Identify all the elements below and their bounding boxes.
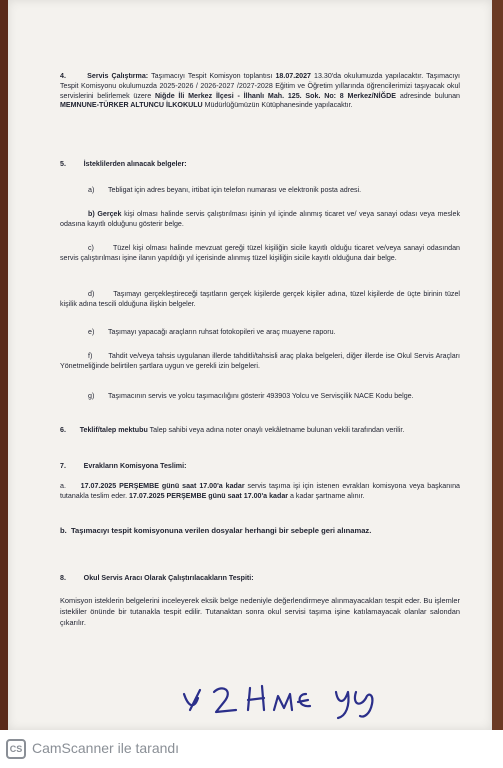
item-g-label: g) [88, 392, 95, 400]
item-a-label: a) [88, 186, 95, 194]
item-f-text: Tahdit ve/veya tahsis uygulanan illerde tahditli/tahsisli araç plaka belgeleri, diğer illerde ise Okul Servis Araçları Yönetmeliğinde belirtilen şartlara uygun ve gerekli izin belgeleri. [60, 352, 461, 370]
section-4-text-4: Müdürlüğümüzün Kütüphanesinde yapılacaktır. [202, 101, 353, 110]
signature-stroke-5 [298, 694, 310, 706]
scanner-footer [0, 730, 503, 768]
item-c-label: c) [88, 244, 94, 252]
section-4-number: 4. [60, 72, 66, 80]
item-g-text: Taşımacının servis ve yolcu taşımacılığını gösterir 493903 Yolcu ve Servisçilik NACE Kodu belge. [107, 392, 414, 400]
item-e-label: e) [88, 328, 95, 336]
signature-stroke-1 [184, 690, 200, 710]
section-5-number: 5. [60, 160, 66, 168]
section-6-number: 6. [60, 426, 66, 434]
section-8-heading: Okul Servis Aracı Olarak Çalıştırılacakların Tespiti: [83, 574, 254, 582]
signature-stroke-3 [248, 686, 264, 710]
section-4-paragraph [60, 72, 460, 111]
section-7-item-b-text: Taşımacıyı tespit komisyonuna verilen dosyalar herhangi bir sebeple geri alınamaz. [70, 526, 372, 535]
section-7-item-b-label: b. [60, 526, 67, 535]
camscanner-logo-icon: CS [6, 739, 26, 759]
handwritten-signature [178, 680, 418, 720]
item-b-text: kişi olması halinde servis çalıştırılması işinin yıl içinde alınmış ticaret ve/ veya sanayi odası veya meslek odasına kayıtlı olduğunu gösterir belge. [60, 210, 460, 228]
item-g [60, 392, 460, 402]
signature-stroke-7 [355, 692, 372, 717]
section-7-number: 7. [60, 462, 66, 470]
section-8-heading-line [60, 574, 460, 584]
item-b-label: b) Gerçek [88, 210, 122, 218]
section-7-item-a-text-1: servis taşıma işi için istenen evrakları komisyona veya başkanına tutanakla teslim eder. [60, 482, 460, 500]
page-edge-left [0, 0, 8, 730]
item-d [60, 290, 460, 310]
section-4-date: 18.07.2027 [275, 72, 311, 80]
section-6-heading: Teklif/talep mektubu [79, 426, 148, 434]
section-7-heading: Evrakların Komisyona Teslimi: [83, 462, 187, 470]
item-a [60, 186, 460, 196]
section-4-school-name: MEMNUNE-TÜRKER ALTUNCU İLKOKULU [60, 101, 203, 110]
signature-stroke-4 [274, 694, 292, 710]
camscanner-label: CamScanner ile tarandı [32, 740, 180, 756]
section-6-text: Talep sahibi veya adına noter onaylı vekâletname bulunan vekili tarafından verilir. [147, 426, 405, 434]
item-f [60, 352, 460, 372]
section-4-text-2: 13.30'da okulumuzda yapılacaktır. Taşımacıyı Tespit Komisyonu okulumuzda 2025-2026 / 2026-2027 /2027-2028 Eğitim ve Öğretim yıllarında öğrencilerimizi taşıyacak okul servislerini belirlemek üzere [60, 72, 460, 100]
section-7-heading-line [60, 462, 460, 472]
item-b [60, 210, 460, 230]
section-7-item-a-text-2: a kadar şartname alınır. [288, 491, 365, 500]
section-7-deadline-2: 17.07.2025 PERŞEMBE günü saat 17.00'a kadar [129, 491, 289, 500]
section-4-address: Niğde İli Merkez İlçesi - İlhanlı Mah. 125. Sok. No: 8 Merkez/NİĞDE [154, 91, 397, 100]
item-c [60, 244, 460, 264]
item-e [60, 328, 460, 338]
section-5-heading-line [60, 160, 460, 170]
section-8-text: Komisyon isteklerin belgelerini inceleyerek eksik belge nedeniyle değerlendirmeye alınmayacakları tespit eder. Bu işlemler istekliler önünde bir tutanakla tespit edilir. Tutanaktan sonra okul servisi taşıma işine katılamayacak olanlar salondan çıkarılır. [60, 596, 460, 627]
item-f-label: f) [88, 352, 93, 360]
section-5-heading: İsteklilerden alınacak belgeler: [83, 160, 187, 168]
section-4-heading: Servis Çalıştırma: [87, 72, 149, 80]
item-d-label: d) [88, 290, 95, 298]
section-8-number: 8. [60, 574, 66, 582]
item-d-text: Taşımayı gerçekleştireceği taşıtların gerçek kişilerde gerçek kişiler adına, tüzel kişilerde de üçte birinin tüzel kişilik adına tescili olduğuna ilişkin belgeler. [60, 290, 460, 308]
signature-stroke-2 [214, 688, 236, 712]
scanned-page [8, 0, 492, 730]
section-8-paragraph [60, 596, 460, 628]
item-c-text: Tüzel kişi olması halinde mevzuat gereği tüzel kişiliğin sicile kayıtlı olduğu ticaret ve/veya sanayi odasından servis çalıştırılması işine ilanın yapıldığı yıl içerisinde alınmış tüzel kişiliğin sicile kayıtlı olduğuna dair belge. [60, 244, 460, 262]
item-e-text: Taşımayı yapacağı araçların ruhsat fotokopileri ve araç muayene raporu. [107, 328, 336, 336]
section-7-item-a [60, 482, 460, 502]
item-a-text: Tebligat için adres beyanı, irtibat için telefon numarası ve elektronik posta adresi. [107, 186, 362, 194]
section-4-text-1: Taşımacıyı Tespit Komisyon toplantısı [148, 72, 276, 80]
signature-stroke-6 [336, 692, 349, 718]
section-4-text-3: adresinde bulunan [396, 91, 460, 100]
page-edge-right [492, 0, 503, 730]
section-7-deadline-1: 17.07.2025 PERŞEMBE günü saat 17.00'a kadar [80, 482, 245, 490]
section-7-item-a-label: a. [60, 482, 66, 490]
section-6-paragraph [60, 426, 460, 436]
section-7-item-b [60, 526, 460, 536]
